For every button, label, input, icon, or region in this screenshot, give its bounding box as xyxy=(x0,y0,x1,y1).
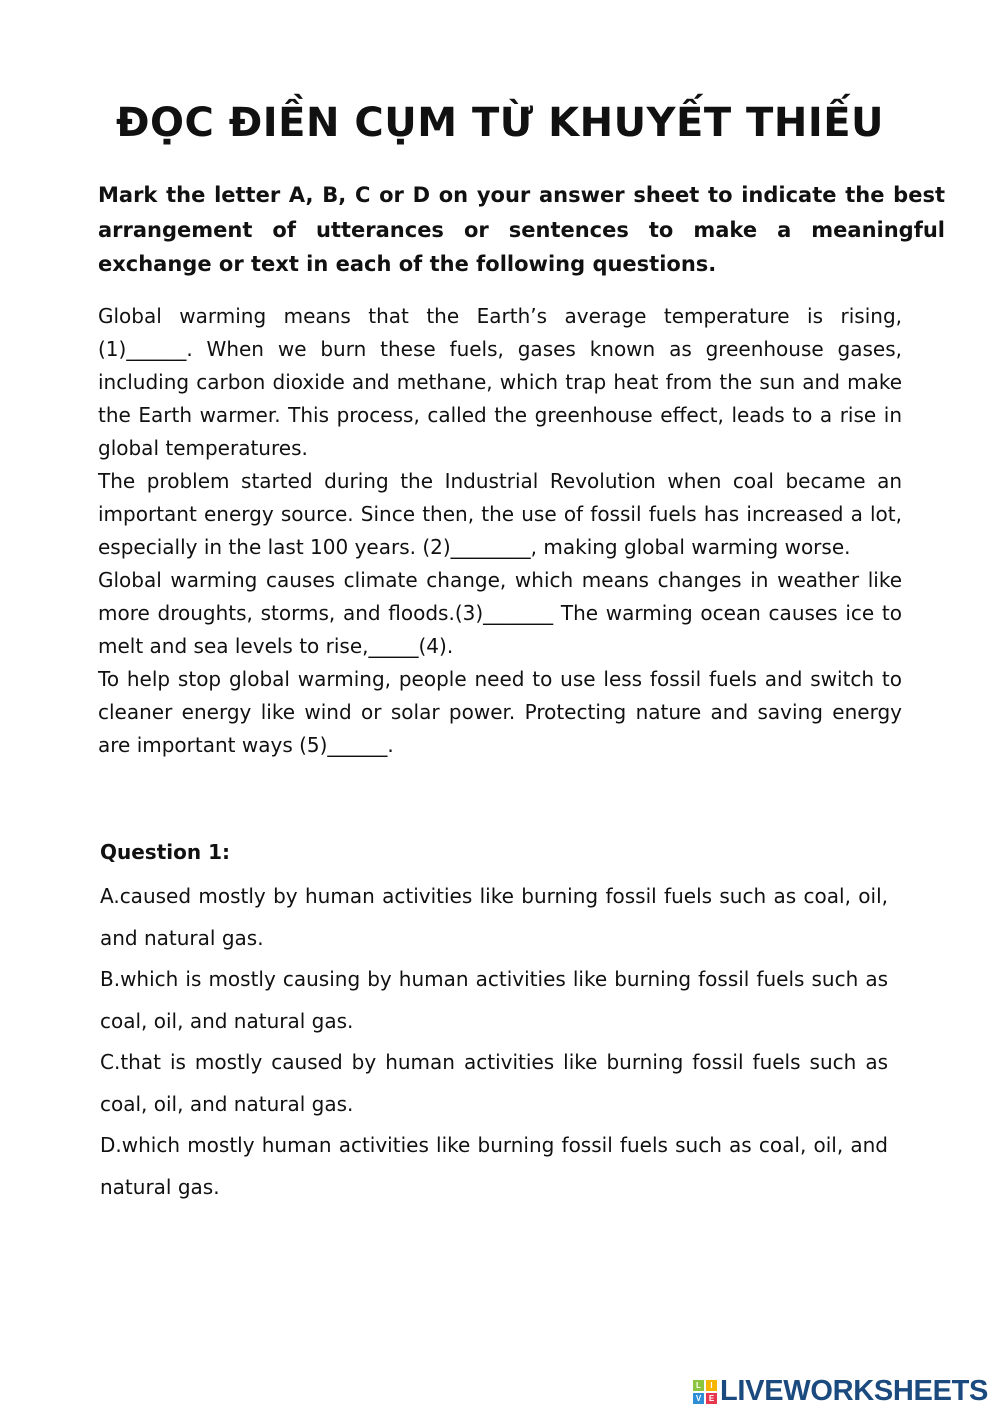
option-c[interactable]: C.that is mostly caused by human activities like burning fossil fuels such as coal, oil, and natural gas. xyxy=(100,1050,888,1116)
option-d[interactable]: D.which mostly human activities like burning fossil fuels such as coal, oil, and natural gas. xyxy=(100,1133,888,1199)
passage-paragraph: The problem started during the Industrial Revolution when coal became an important energy source. Since then, the use of fossil fuels has increased a lot, especially in the last 100 years. (2)________, making global warming worse. xyxy=(98,469,902,559)
question-heading: Question 1: xyxy=(100,840,230,864)
reading-passage xyxy=(98,300,902,762)
liveworksheets-logo xyxy=(693,1375,988,1408)
page-title: ĐỌC ĐIỀN CỤM TỪ KHUYẾT THIẾU xyxy=(115,100,885,146)
passage-paragraph: Global warming means that the Earth’s average temperature is rising, (1)______. When we burn these fuels, gases known as greenhouse gases, including carbon dioxide and methane, which trap heat from the sun and make the Earth warmer. This process, called the greenhouse effect, leads to a rise in global temperatures. xyxy=(98,304,902,460)
option-b[interactable]: B.which is mostly causing by human activities like burning fossil fuels such as coal, oil, and natural gas. xyxy=(100,967,888,1033)
instructions: Mark the letter A, B, C or D on your answer sheet to indicate the best arrangement of utterances or sentences to make a meaningful exchange or text in each of the following questions. xyxy=(98,183,945,276)
passage-paragraph: To help stop global warming, people need to use less fossil fuels and switch to cleaner energy like wind or solar power. Protecting nature and saving energy are important ways (5)______. xyxy=(98,667,902,757)
logo-tiles-icon xyxy=(693,1380,717,1404)
logo-tile: E xyxy=(706,1393,717,1404)
logo-tile: L xyxy=(693,1380,704,1391)
logo-tile: I xyxy=(706,1380,717,1391)
question-1 xyxy=(100,836,888,1208)
logo-text: LIVEWORKSHEETS xyxy=(720,1375,989,1407)
logo-tile: V xyxy=(693,1393,704,1404)
passage-paragraph: Global warming causes climate change, which means changes in weather like more droughts, storms, and floods.(3)_______ The warming ocean causes ice to melt and sea levels to rise,_____(4). xyxy=(98,568,902,658)
option-a[interactable]: A.caused mostly by human activities like burning fossil fuels such as coal, oil, and natural gas. xyxy=(100,884,888,950)
